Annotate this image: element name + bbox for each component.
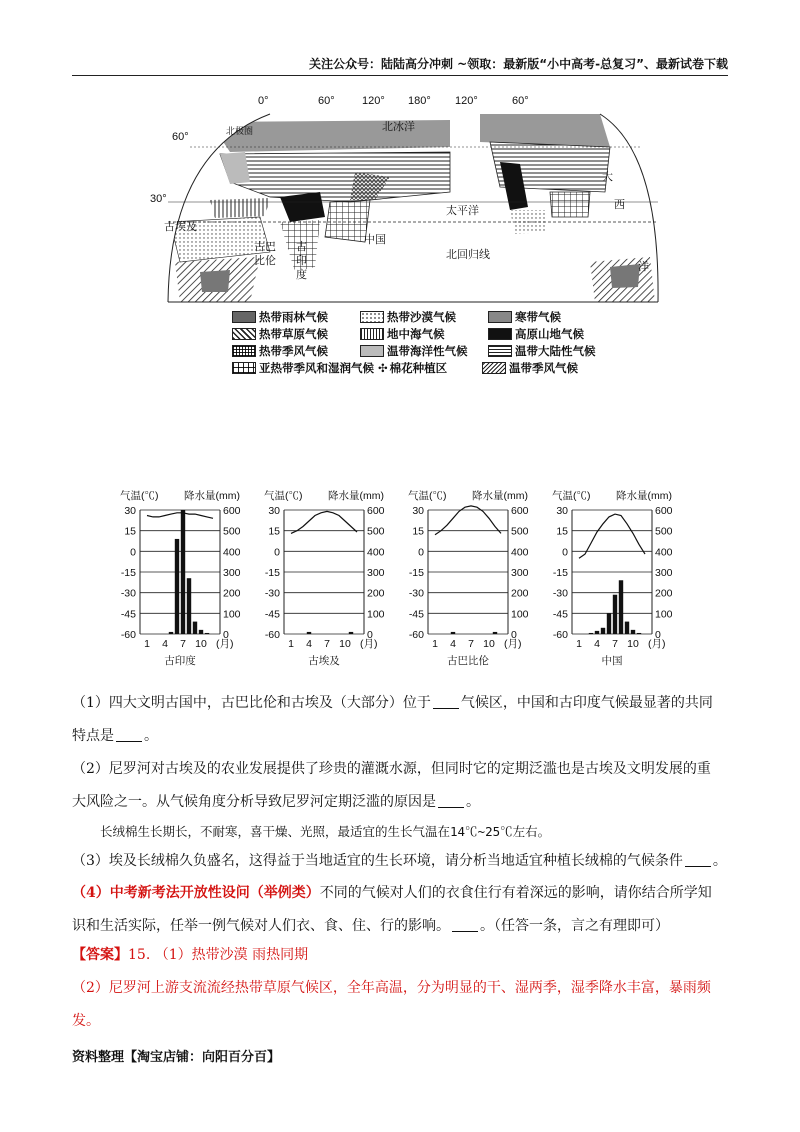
- q4-tag: （4）中考新考法开放性设问（举例类）: [72, 885, 320, 901]
- polar-swatch: [488, 311, 512, 323]
- precip-bar: [181, 510, 185, 634]
- precip-bar: [589, 633, 593, 634]
- month-tick-label: 7: [324, 638, 330, 650]
- temp-tick-label: -60: [408, 629, 424, 641]
- temp-tick-label: 0: [562, 546, 568, 559]
- precip-tick-label: 0: [223, 629, 229, 641]
- atlantic-label-2: 西: [614, 199, 625, 211]
- temp-tick-label: -60: [120, 629, 136, 641]
- south-america-rainforest: [610, 264, 640, 288]
- answer-blank[interactable]: [685, 852, 711, 867]
- subtropical-swatch: [232, 362, 256, 374]
- precip-bar: [205, 633, 209, 634]
- temp-tick-label: 0: [274, 546, 280, 559]
- temp-tick-label: -15: [408, 567, 424, 579]
- precip-tick-label: 400: [511, 546, 529, 559]
- month-axis-unit: (月): [504, 638, 522, 650]
- month-axis-unit: (月): [216, 638, 234, 650]
- temp-tick-label: 0: [130, 546, 136, 559]
- legend-label: 温带海洋性气候: [387, 343, 468, 358]
- precip-tick-label: 400: [655, 546, 673, 559]
- maritime-swatch: [360, 345, 384, 357]
- rainforest-swatch: [232, 311, 256, 323]
- precip-tick-label: 300: [655, 567, 673, 579]
- temp-axis-label: 气温(℃): [408, 490, 447, 502]
- temp-tick-label: 30: [124, 505, 136, 517]
- temp-axis-label: 气温(℃): [264, 490, 303, 502]
- q2-text: （2）尼罗河对古埃及的农业发展提供了珍贵的灌溉水源，但同时它的定期泛滥也是古埃及文明发展的重: [72, 761, 711, 777]
- precip-tick-label: 300: [511, 567, 529, 579]
- temperate-monsoon-swatch: [482, 362, 506, 374]
- answer-2: （2）尼罗河上游支流流经热带草原气候区，全年高温，分为明显的干、湿两季，湿季降水丰富，暴雨频: [72, 980, 711, 996]
- highland-swatch: [488, 328, 512, 340]
- precip-tick-label: 100: [223, 608, 241, 621]
- month-tick-label: 4: [450, 638, 456, 650]
- month-axis-unit: (月): [648, 638, 666, 650]
- precip-tick-label: 200: [223, 587, 241, 600]
- mediterranean: [210, 198, 270, 218]
- month-tick-label: 10: [483, 638, 495, 650]
- africa-rainforest: [200, 270, 230, 292]
- precip-tick-label: 500: [655, 525, 673, 538]
- temp-tick-label: 15: [556, 525, 568, 538]
- tropic-label: 北回归线: [446, 249, 490, 261]
- temp-tick-label: -30: [264, 587, 280, 600]
- question-3: [72, 845, 732, 878]
- month-tick-label: 10: [195, 638, 207, 650]
- arctic-ocean-label: 北冰洋: [382, 121, 415, 133]
- legend-label: 地中海气候: [387, 326, 445, 341]
- legend-label: 棉花种植区: [389, 360, 448, 375]
- precip-bar: [631, 630, 635, 634]
- precip-tick-label: 600: [655, 505, 673, 517]
- temp-tick-label: 30: [556, 505, 568, 517]
- india-label-3: 度: [296, 269, 307, 281]
- precip-tick-label: 100: [367, 608, 385, 621]
- month-tick-label: 10: [627, 638, 639, 650]
- answer-blank[interactable]: [433, 694, 459, 709]
- legend-label: 寒带气候: [515, 309, 561, 324]
- month-tick-label: 7: [612, 638, 618, 650]
- lon-label: 60°: [512, 95, 529, 107]
- answer-2: 发。: [72, 1013, 100, 1029]
- temp-tick-label: 30: [268, 505, 280, 517]
- temp-tick-label: -30: [408, 587, 424, 600]
- legend-label: 温带季风气候: [509, 360, 578, 375]
- precip-tick-label: 500: [367, 525, 385, 538]
- precip-tick-label: 200: [655, 587, 673, 600]
- question-2: [72, 753, 732, 819]
- q2-text: 大风险之一。从气候角度分析导致尼罗河定期泛滥的原因是: [72, 794, 436, 810]
- temp-tick-label: 15: [124, 525, 136, 538]
- precip-tick-label: 0: [655, 629, 661, 641]
- precip-tick-label: 600: [367, 505, 385, 517]
- answer-block: [72, 939, 732, 1038]
- temp-tick-label: -45: [264, 608, 280, 621]
- question-1: [72, 687, 732, 753]
- q3-text: （3）埃及长绒棉久负盛名，这得益于当地适宜的生长环境，请分析当地适宜种植长绒棉的气候条件: [72, 853, 683, 869]
- q1-text: 。: [144, 728, 158, 744]
- precip-tick-label: 400: [367, 546, 385, 559]
- precip-bar: [493, 632, 497, 634]
- precip-bar: [187, 578, 191, 634]
- temp-tick-label: -15: [264, 567, 280, 579]
- arctic-circle-label: 北极圈: [226, 126, 254, 136]
- cotton-note: 长绒棉生长期长，不耐寒，喜干燥、光照，最适宜的生长气温在14℃~25℃左右。: [100, 824, 551, 839]
- precip-tick-label: 100: [655, 608, 673, 621]
- q4-text: 。（任答一条，言之有理即可）: [480, 918, 669, 934]
- month-tick-label: 1: [288, 638, 294, 650]
- q1-text: （1）四大文明古国中，古巴比伦和古埃及（大部分）位于: [72, 695, 431, 711]
- india-label-2: 印: [296, 255, 307, 267]
- temp-tick-label: 0: [418, 546, 424, 559]
- mediterranean-swatch: [360, 328, 384, 340]
- precip-bar: [607, 613, 611, 634]
- temp-line: [147, 513, 213, 519]
- month-tick-label: 7: [180, 638, 186, 650]
- lat-label: 30°: [150, 193, 167, 205]
- month-tick-label: 4: [594, 638, 600, 650]
- cotton-icon: ✣: [378, 360, 388, 375]
- page-footer: 资料整理【淘宝店铺：向阳百分百】: [72, 1050, 281, 1065]
- month-tick-label: 4: [306, 638, 312, 650]
- precip-bar: [307, 632, 311, 634]
- month-tick-label: 1: [144, 638, 150, 650]
- legend-label: 热带草原气候: [259, 326, 328, 341]
- precip-tick-label: 300: [367, 567, 385, 579]
- atlantic-label-3: 洋: [638, 261, 649, 273]
- precip-tick-label: 500: [511, 525, 529, 538]
- map-legend: [232, 308, 612, 376]
- precip-bar: [193, 622, 197, 634]
- china-label: 中国: [364, 234, 386, 246]
- q2-text: 。: [466, 794, 480, 810]
- atlantic-label-1: 大: [602, 171, 613, 183]
- legend-label: 热带季风气候: [259, 343, 328, 358]
- temp-tick-label: -30: [120, 587, 136, 600]
- precip-tick-label: 600: [223, 505, 241, 517]
- answer-tag: 【答案】: [72, 947, 128, 963]
- precip-bar: [625, 622, 629, 634]
- legend-label: 温带大陆性气候: [515, 343, 596, 358]
- answer-blank[interactable]: [438, 793, 464, 808]
- month-tick-label: 10: [339, 638, 351, 650]
- lon-label: 120°: [455, 95, 478, 107]
- legend-label: 高原山地气候: [515, 326, 584, 341]
- temp-tick-label: -45: [120, 608, 136, 621]
- babylon-label-2: 比伦: [254, 255, 276, 267]
- q3-text: 。: [712, 853, 727, 869]
- page-header: 关注公众号：陆陆高分冲刺 ~领取：最新版“小中高考-总复习”、最新试卷下载: [309, 57, 728, 71]
- q4-text: 识和生活实际，任举一例气候对人们衣、食、住、行的影响。: [72, 918, 450, 934]
- month-axis-unit: (月): [360, 638, 378, 650]
- chart-title: 中国: [601, 655, 623, 667]
- precip-axis-label: 降水量(mm): [184, 490, 240, 502]
- month-tick-label: 1: [576, 638, 582, 650]
- precip-tick-label: 0: [511, 629, 517, 641]
- precip-bar: [637, 633, 641, 634]
- precip-tick-label: 400: [223, 546, 241, 559]
- precip-axis-label: 降水量(mm): [472, 490, 528, 502]
- answer-blank[interactable]: [116, 727, 142, 742]
- precip-bar: [175, 539, 179, 634]
- month-tick-label: 1: [432, 638, 438, 650]
- lon-label: 120°: [362, 95, 385, 107]
- egypt-label: 古埃及: [164, 221, 197, 233]
- temp-tick-label: -15: [120, 567, 136, 579]
- precip-tick-label: 200: [367, 587, 385, 600]
- precip-bar: [199, 630, 203, 634]
- precip-axis-label: 降水量(mm): [616, 490, 672, 502]
- month-tick-label: 4: [162, 638, 168, 650]
- temp-tick-label: -30: [552, 587, 568, 600]
- lon-label: 0°: [258, 95, 269, 107]
- precip-tick-label: 600: [511, 505, 529, 517]
- precip-bar: [601, 628, 605, 634]
- precip-bar: [595, 631, 599, 634]
- climate-charts: [108, 484, 708, 674]
- continental-swatch: [488, 345, 512, 357]
- temp-tick-label: -45: [552, 608, 568, 621]
- q4-text: 不同的气候对人们的衣食住行有着深远的影响，请你结合所学知: [319, 885, 712, 901]
- temp-tick-label: 15: [268, 525, 280, 538]
- answer-1: （1）热带沙漠 雨热同期: [154, 947, 309, 963]
- header-rule: [72, 75, 728, 76]
- precip-tick-label: 100: [511, 608, 529, 621]
- precip-bar: [169, 632, 173, 634]
- lon-label: 60°: [318, 95, 335, 107]
- babylon-label-1: 古巴: [254, 241, 276, 253]
- legend-label: 亚热带季风和湿润气候: [259, 360, 374, 375]
- temp-axis-label: 气温(℃): [120, 490, 159, 502]
- temp-tick-label: -60: [264, 629, 280, 641]
- precip-bar: [613, 595, 617, 634]
- q1-text: 特点是: [72, 728, 114, 744]
- desert-swatch: [360, 311, 384, 323]
- month-tick-label: 7: [468, 638, 474, 650]
- chart-title: 古印度: [164, 655, 196, 667]
- precip-bar: [451, 632, 455, 634]
- precip-bar: [619, 580, 623, 634]
- savanna-swatch: [232, 328, 256, 340]
- chart-title: 古巴比伦: [447, 655, 489, 667]
- temp-tick-label: 15: [412, 525, 424, 538]
- us-east-subtropical: [550, 192, 590, 217]
- q1-text: 气候区，中国和古印度气候最显著的共同: [460, 695, 713, 711]
- temp-tick-label: -15: [552, 567, 568, 579]
- lat-label: 60°: [172, 131, 189, 143]
- question-4: [72, 877, 732, 943]
- precip-tick-label: 500: [223, 525, 241, 538]
- precip-tick-label: 200: [511, 587, 529, 600]
- temp-tick-label: -45: [408, 608, 424, 621]
- india-label-1: 古: [296, 241, 307, 253]
- pacific-label: 太平洋: [446, 205, 479, 217]
- temp-tick-label: 30: [412, 505, 424, 517]
- precip-tick-label: 300: [223, 567, 241, 579]
- temp-tick-label: -60: [552, 629, 568, 641]
- legend-label: 热带雨林气候: [259, 309, 328, 324]
- legend-label: 热带沙漠气候: [387, 309, 456, 324]
- answer-number: 15.: [128, 947, 151, 963]
- precip-tick-label: 0: [367, 629, 373, 641]
- lon-label: 180°: [408, 95, 431, 107]
- precip-axis-label: 降水量(mm): [328, 490, 384, 502]
- tropical-monsoon-swatch: [232, 345, 256, 357]
- temp-line: [291, 511, 357, 533]
- precip-bar: [349, 632, 353, 634]
- chart-title: 古埃及: [308, 655, 340, 667]
- temp-axis-label: 气温(℃): [552, 490, 591, 502]
- answer-blank[interactable]: [452, 917, 478, 932]
